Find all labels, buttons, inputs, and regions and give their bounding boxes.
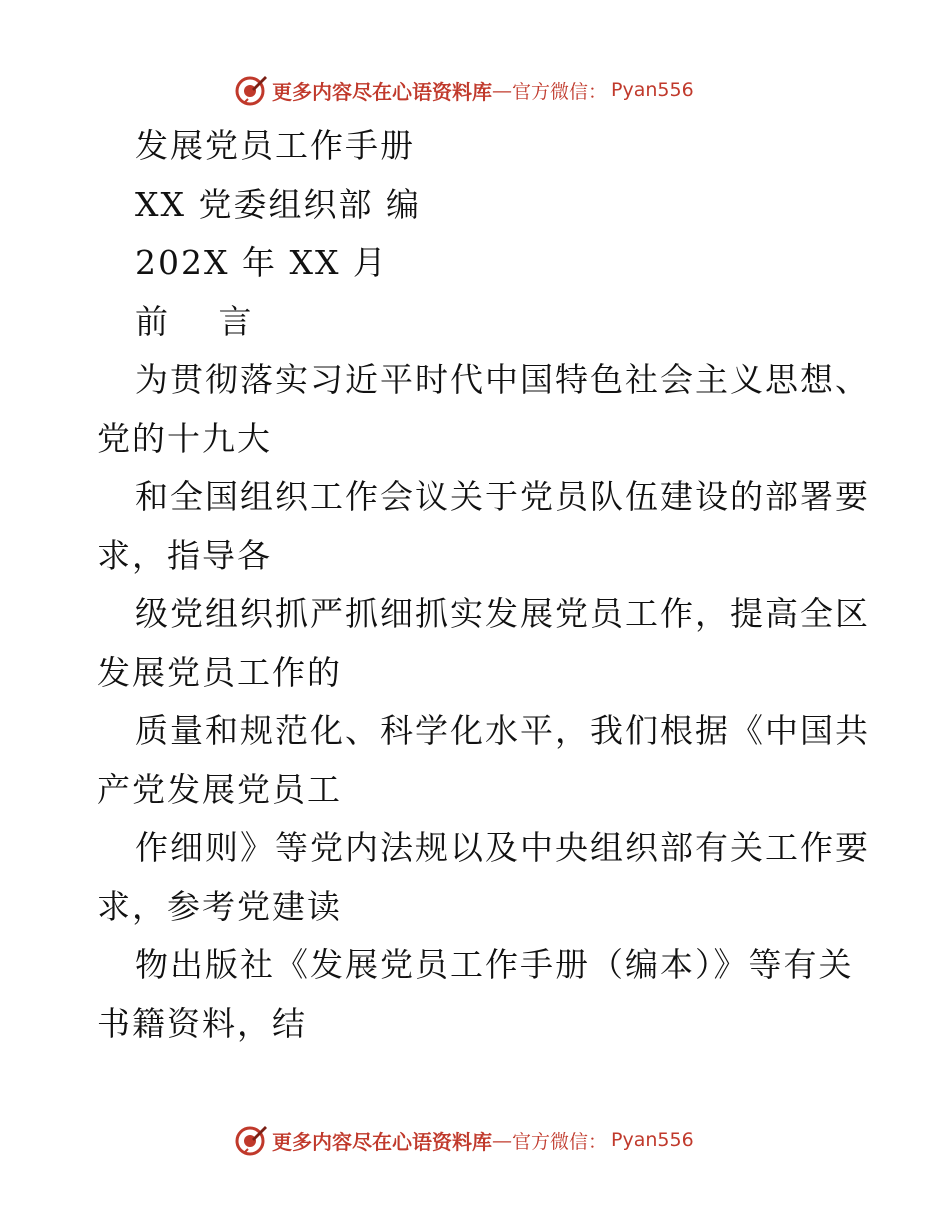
document-body: [97, 117, 870, 1053]
paragraph-line: 书籍资料，结: [97, 1003, 307, 1043]
paragraph-line: 党的十九大: [97, 418, 272, 458]
paragraph-line: 求，指导各: [97, 535, 272, 575]
preface-heading: 前 言: [135, 301, 272, 341]
pen-circle-logo-icon: [234, 73, 268, 107]
paragraph-line: 级党组织抓严抓细抓实发展党员工作，提高全区: [135, 594, 870, 633]
paragraph-line: 产党发展党员工: [97, 769, 342, 809]
watermark-label: 官方微信：: [512, 1130, 608, 1153]
paragraph-line: 作细则》等党内法规以及中央组织部有关工作要: [135, 828, 870, 867]
paragraph-line: 物出版社《发展党员工作手册（编本）》等有关: [135, 945, 854, 984]
pen-circle-logo-icon: [234, 1123, 268, 1157]
watermark-title: 更多内容尽在心语资料库: [272, 1129, 492, 1154]
footer-watermark: [234, 1122, 694, 1158]
document-publisher: XX 党委组织部 编: [135, 184, 421, 224]
paragraph-line: 质量和规范化、科学化水平，我们根据《中国共: [135, 711, 870, 750]
paragraph-line: 发展党员工作的: [97, 652, 342, 692]
watermark-id: Pyan556: [611, 79, 694, 101]
paragraph-line: 为贯彻落实习近平时代中国特色社会主义思想、: [135, 360, 870, 399]
watermark-separator: —: [492, 1128, 512, 1152]
watermark-id: Pyan556: [611, 1129, 694, 1151]
document-title: 发展党员工作手册: [135, 126, 415, 165]
watermark-title: 更多内容尽在心语资料库: [272, 79, 492, 104]
watermark-label: 官方微信：: [512, 80, 608, 103]
paragraph-line: 和全国组织工作会议关于党员队伍建设的部署要: [135, 477, 870, 516]
paragraph-line: 求，参考党建读: [97, 886, 342, 926]
watermark-separator: —: [492, 78, 512, 102]
header-watermark: [234, 72, 694, 108]
document-date: 202X 年 XX 月: [135, 243, 388, 282]
